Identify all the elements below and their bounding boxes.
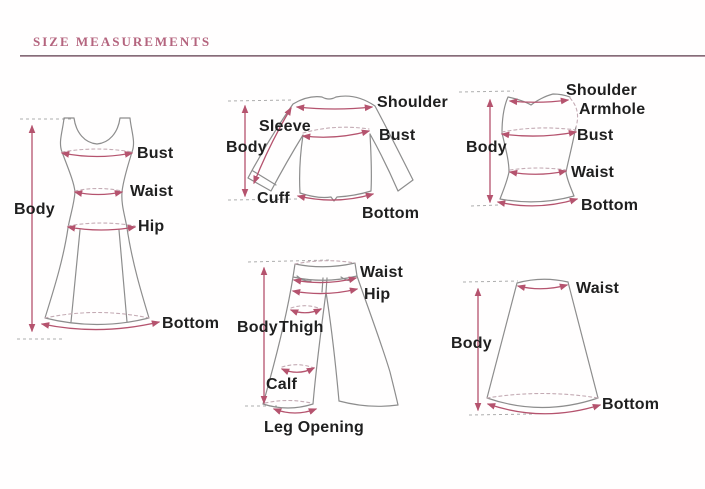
dress-bust-ellipse	[62, 149, 132, 152]
top-body-label: Body	[226, 139, 267, 156]
pants-body-label: Body	[237, 319, 278, 336]
top-bust-arrow	[303, 131, 369, 137]
vest-bottom-guide	[471, 205, 499, 206]
top-bottom-label: Bottom	[362, 205, 420, 222]
pants-calf-ellipse	[282, 365, 314, 368]
pants-top-guide	[248, 260, 330, 262]
top-shoulder-label: Shoulder	[377, 94, 448, 111]
top-cuff-label: Cuff	[257, 190, 290, 207]
pants-thigh-label: Thigh	[279, 319, 324, 336]
vest-top-guide	[459, 91, 514, 92]
pants-hip-arrow	[293, 289, 357, 294]
vest-bottom-label: Bottom	[581, 197, 639, 214]
vest-armhole-arc	[570, 98, 578, 127]
dress-waist-arrow	[75, 192, 122, 195]
vest-bust-label: Bust	[577, 127, 614, 144]
dress-waist-label: Waist	[130, 183, 174, 200]
skirt-bottom-label: Bottom	[602, 396, 660, 413]
dress-body-label: Body	[14, 201, 55, 218]
dress-bottom-arrow	[42, 322, 159, 330]
dress-bottom-label: Bottom	[162, 315, 220, 332]
skirt-waist-label: Waist	[576, 280, 620, 297]
top-top-guide	[228, 100, 292, 101]
dress-hem-back-arc	[45, 313, 149, 319]
dress-bust-arrow	[62, 153, 132, 157]
vest-shoulder-label: Shoulder	[566, 82, 637, 99]
dress-outline	[45, 118, 149, 325]
pants-thigh-ellipse	[291, 306, 321, 309]
skirt-waist-arrow	[518, 285, 567, 289]
pants-waist-label: Waist	[360, 264, 404, 281]
pants-legopening-arrow	[274, 409, 316, 413]
skirt-hem-back-arc	[487, 394, 598, 399]
skirt-body-label: Body	[451, 335, 492, 352]
dress-hip-ellipse	[68, 223, 135, 226]
vest-armhole-label: Armhole	[579, 101, 646, 118]
pants-waistband-back-arc	[295, 261, 355, 264]
dress-waist-ellipse	[75, 189, 122, 192]
top-bust-label: Bust	[379, 127, 416, 144]
vest-waist-ellipse	[510, 168, 566, 170]
top-shoulder-arrow	[297, 107, 372, 109]
vest-waist-arrow	[510, 171, 566, 174]
page-title: SIZE MEASUREMENTS	[33, 34, 212, 49]
skirt-bottom-guide	[469, 414, 535, 415]
vest-waist-label: Waist	[571, 164, 615, 181]
vest-bust-ellipse	[502, 128, 576, 132]
skirt-top-guide	[463, 281, 518, 282]
dress-hip-label: Hip	[138, 218, 165, 235]
pants-legopening-label: Leg Opening	[264, 419, 364, 436]
vest-bust-arrow	[502, 132, 576, 136]
dress-hip-arrow	[68, 227, 135, 230]
pants-hip-label: Hip	[364, 286, 391, 303]
vest-body-label: Body	[466, 139, 507, 156]
pants-thigh-arrow	[291, 309, 321, 313]
pants-calf-arrow	[282, 368, 314, 372]
skirt-outline	[487, 279, 598, 407]
vest-outline	[500, 94, 576, 202]
pants-legopening-ellipse	[265, 401, 311, 404]
top-bust-ellipse	[303, 127, 369, 133]
top-sleeve-label: Sleeve	[259, 118, 311, 135]
skirt-bottom-arrow	[488, 404, 600, 414]
dress-bust-label: Bust	[137, 145, 174, 162]
pants-calf-label: Calf	[266, 376, 298, 393]
